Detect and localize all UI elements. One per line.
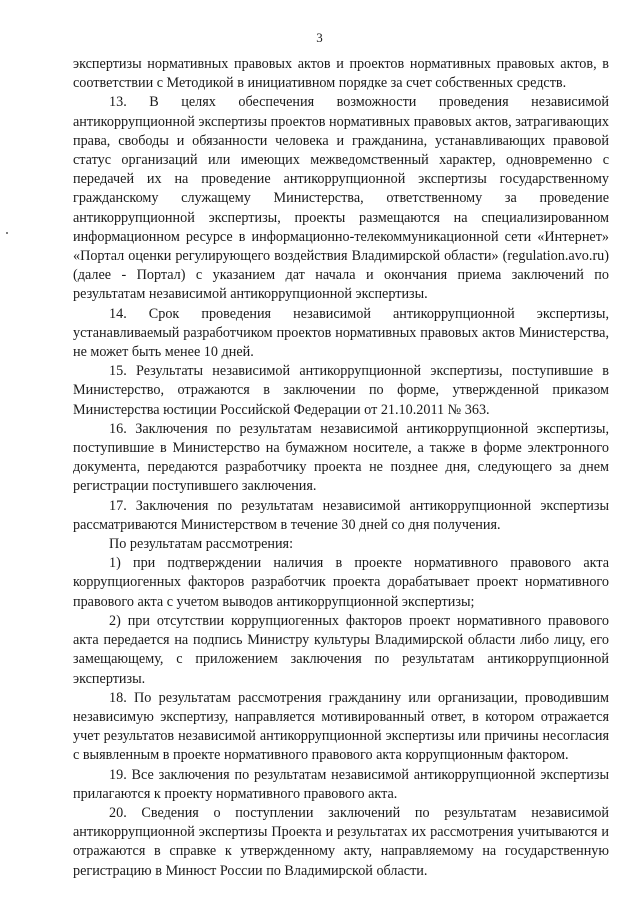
paragraph-17-item-2: 2) при отсутствии коррупциогенных факторов проект нормативного правового акта передается на подпись Министру культуры Владимирской области либо лицу, его замещающему, с приложением заключения по результатам антикоррупционной экспертизы.: [73, 612, 609, 687]
page-number: 3: [316, 30, 323, 45]
paragraph-17-intro: По результатам рассмотрения:: [109, 536, 294, 553]
paragraph-13: 13. В целях обеспечения возможности проведения независимой антикоррупционной экспертизы проектов нормативных правовых актов, затрагивающих права, свободы и обязанности человека и гражданина, устанавливающих правовой статус организаций или имеющих межведомственный характер, одновременно с передачей их на проведение антикоррупционной экспертизы государственному гражданскому служащему Министерства, ответственному за проведение антикоррупционной экспертизы, проекты размещаются на специализированном информационном ресурсе в информационно-телекоммуникационной сети «Интернет» «Портал оценки регулирующего воздействия Владимирской области» (regulation.avo.ru) (далее - Портал) с указанием дат начала и окончания приема заключений по результатам независимой антикоррупционной экспертизы.: [73, 94, 609, 303]
document-body: [73, 55, 609, 881]
paragraph-17: 17. Заключения по результатам независимой антикоррупционной экспертизы рассматриваются Министерством в течение 30 дней со дня получения.: [73, 497, 609, 533]
scan-artifact-dot: [6, 232, 8, 234]
paragraph-continuation: экспертизы нормативных правовых актов и проектов нормативных правовых актов, в соответствии с Методикой в инициативном порядке за счет собственных средств.: [73, 56, 609, 92]
paragraph-17-item-1: 1) при подтверждении наличия в проекте нормативного правового акта коррупциогенных факторов разработчик проекта дорабатывает проект нормативного правового акта с учетом выводов антикоррупционной экспертизы;: [73, 555, 609, 610]
paragraph-19: 19. Все заключения по результатам независимой антикоррупционной экспертизы прилагаются к проекту нормативного правового акта.: [73, 766, 609, 802]
paragraph-15: 15. Результаты независимой антикоррупционной экспертизы, поступившие в Министерство, отражаются в заключении по форме, утвержденной приказом Министерства юстиции Российской Федерации от 21.10.2011 № 363.: [73, 363, 609, 418]
paragraph-14: 14. Срок проведения независимой антикоррупционной экспертизы, устанавливаемый разработчиком проектов нормативных правовых актов Министерства, не может быть менее 10 дней.: [73, 305, 609, 361]
paragraph-18: 18. По результатам рассмотрения гражданину или организации, проводившим независимую экспертизу, направляется мотивированный ответ, в котором отражается учет результатов независимой антикоррупционной экспертизы или причины несогласия с выявленным в проекте нормативного правового акта коррупционным фактором.: [73, 689, 609, 764]
paragraph-16: 16. Заключения по результатам независимой антикоррупционной экспертизы, поступившие в Министерство на бумажном носителе, а также в форме электронного документа, передаются разработчику проекта не позднее дня, следующего за днем регистрации поступившего заключения.: [73, 420, 609, 495]
paragraph-20: 20. Сведения о поступлении заключений по результатам независимой антикоррупционной экспертизы Проекта и результатах их рассмотрения учитываются и отражаются в справке к утвержденному акту, направляемому на государственную регистрацию в Минюст России по Владимирской области.: [73, 804, 609, 879]
